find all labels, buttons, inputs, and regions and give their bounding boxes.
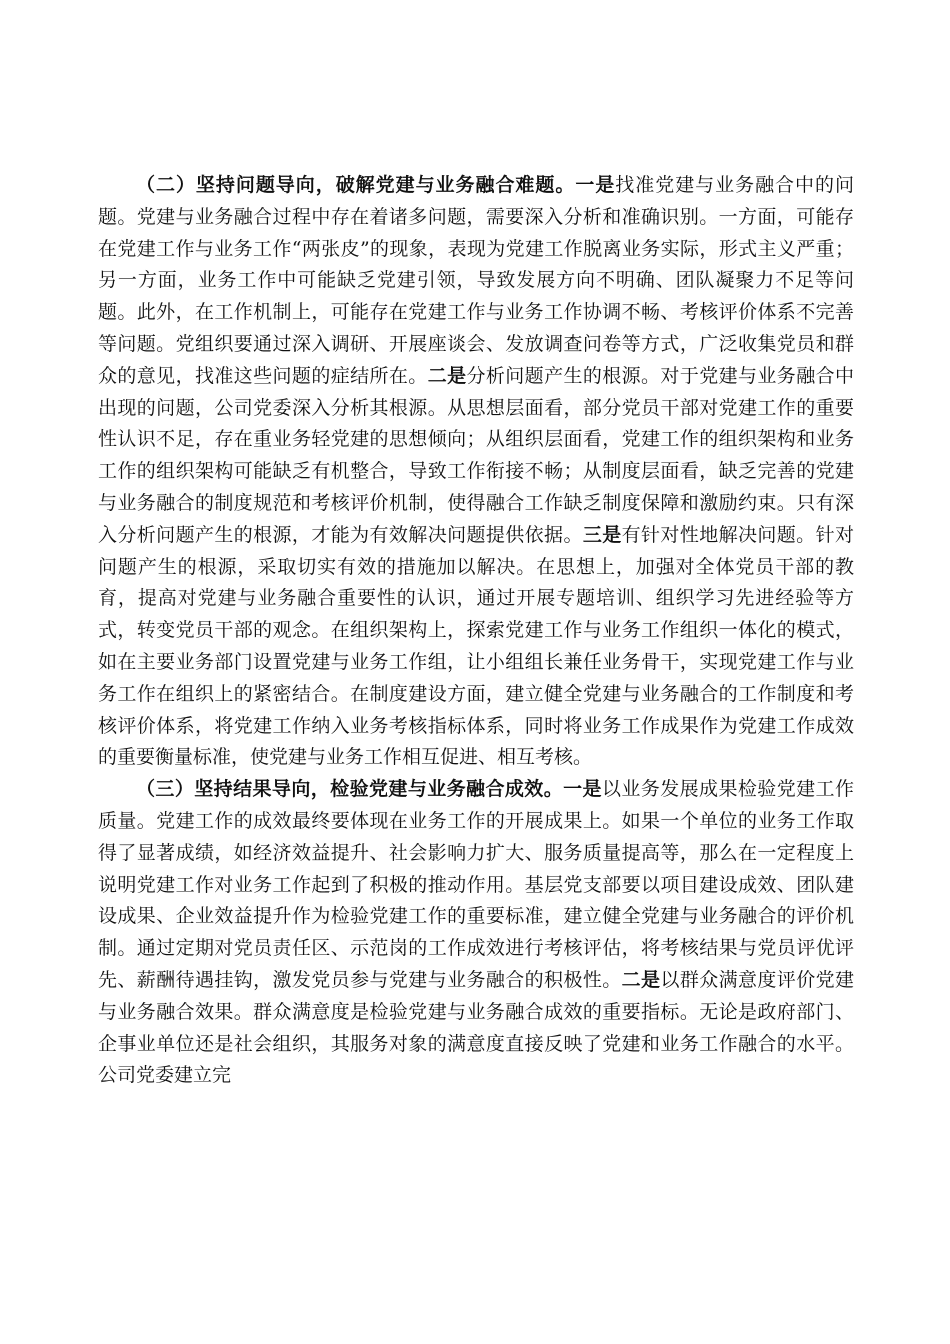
section-heading: （三）坚持结果导向，检验党建与业务融合成效。	[136, 778, 564, 801]
section-heading: （二）坚持问题导向，破解党建与业务融合难题。	[136, 174, 576, 196]
point-text: 以群众满意度评价党建与业务融合效果。群众满意度是检验党建与业务融合成效的重要指标。无论是政府部门、企事业单位还是社会组织，其服务对象的满意度直接反映了党建和业务工作融合的水平。公司党委建立完	[98, 968, 854, 1087]
point-lead: 三是	[582, 523, 622, 546]
point-lead: 一是	[563, 778, 602, 801]
point-lead: 二是	[427, 364, 467, 387]
document-body	[98, 170, 854, 1092]
point-lead: 二是	[621, 968, 661, 991]
point-text: 找准党建与业务融合中的问题。党建与业务融合过程中存在着诸多问题，需要深入分析和准确识别。一方面，可能存在党建工作与业务工作“两张皮”的现象，表现为党建工作脱离业务实际，形式主义严重；另一方面，业务工作中可能缺乏党建引领，导致发展方向不明确、团队凝聚力不足等问题。此外，在工作机制上，可能存在党建工作与业务工作协调不畅、考核评价体系不完善等问题。党组织要通过深入调研、开展座谈会、发放调查问卷等方式，广泛收集党员和群众的意见，找准这些问题的症结所在。	[98, 174, 854, 387]
point-lead: 一是	[575, 174, 616, 196]
point-text: 有针对性地解决问题。针对问题产生的根源，采取切实有效的措施加以解决。在思想上，加强对全体党员干部的教育，提高对党建与业务融合重要性的认识，通过开展专题培训、组织学习先进经验等方式，转变党员干部的观念。在组织架构上，探索党建工作与业务工作组织一体化的模式，如在主要业务部门设置党建与业务工作组，让小组组长兼任业务骨干，实现党建工作与业务工作在组织上的紧密结合。在制度建设方面，建立健全党建与业务融合的工作制度和考核评价体系，将党建工作纳入业务考核指标体系，同时将业务工作成果作为党建工作成效的重要衡量标准，使党建与业务工作相互促进、相互考核。	[98, 523, 854, 769]
point-text: 以业务发展成果检验党建工作质量。党建工作的成效最终要体现在业务工作的开展成果上。如果一个单位的业务工作取得了显著成绩，如经济效益提升、社会影响力扩大、服务质量提高等，那么在一定程度上说明党建工作对业务工作起到了积极的推动作用。基层党支部要以项目建设成效、团队建设成果、企业效益提升作为检验党建工作的重要标准，建立健全党建与业务融合的评价机制。通过定期对党员责任区、示范岗的工作成效进行考核评估，将考核结果与党员评优评先、薪酬待遇挂钩，激发党员参与党建与业务融合的积极性。	[98, 778, 854, 991]
point-text: 分析问题产生的根源。对于党建与业务融合中出现的问题，公司党委深入分析其根源。从思想层面看，部分党员干部对党建工作的重要性认识不足，存在重业务轻党建的思想倾向；从组织层面看，党建工作的组织架构和业务工作的组织架构可能缺乏有机整合，导致工作衔接不畅；从制度层面看，缺乏完善的党建与业务融合的制度规范和考核评价机制，使得融合工作缺乏制度保障和激励约束。只有深入分析问题产生的根源，才能为有效解决问题提供依据。	[98, 364, 854, 546]
paragraph-problem-oriented	[98, 170, 854, 774]
paragraph-result-oriented	[98, 774, 854, 1092]
